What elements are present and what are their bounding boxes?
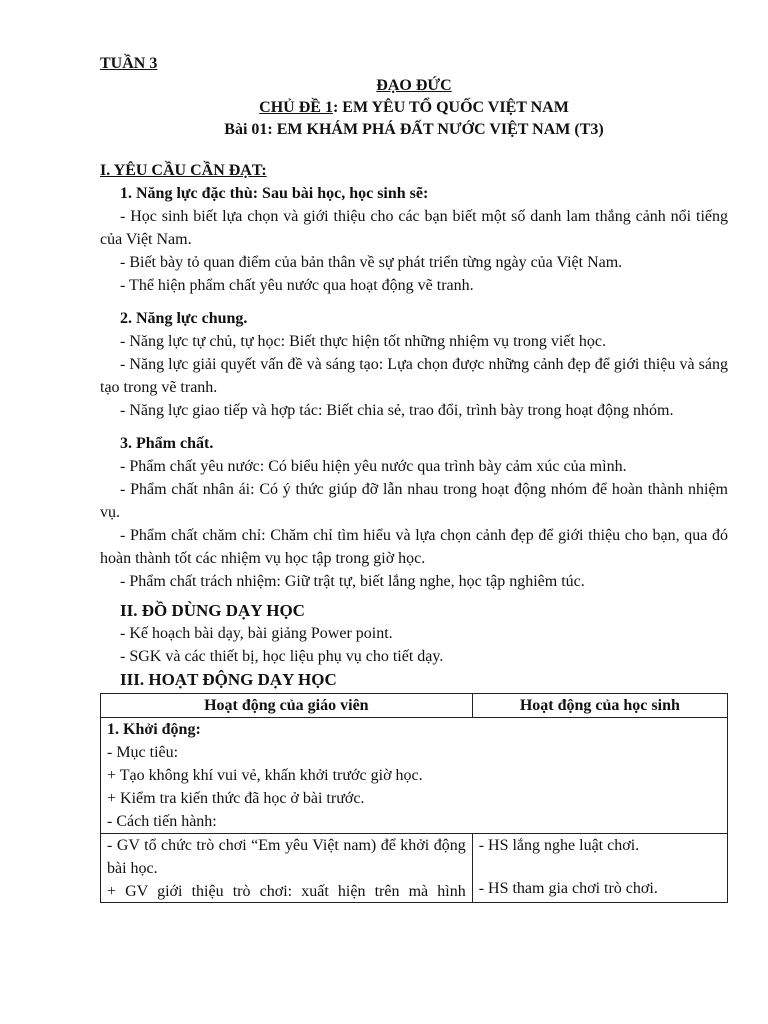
section2-item: - Kế hoạch bài dạy, bài giảng Power point. (120, 625, 393, 642)
part2-item: - Năng lực giao tiếp và hợp tác: Biết chia sẻ, trao đổi, trình bày trong hoạt động nhóm. (120, 402, 674, 419)
lesson-title: Bài 01: EM KHÁM PHÁ ĐẤT NƯỚC VIỆT NAM (T3) (224, 121, 604, 138)
teacher-activity-cell (101, 834, 473, 903)
section2-heading: II. ĐỒ DÙNG DẠY HỌC (120, 601, 305, 620)
section2-item: - SGK và các thiết bị, học liệu phụ vụ cho tiết dạy. (120, 648, 444, 665)
student-activity-line: - HS tham gia chơi trò chơi. (478, 880, 658, 897)
part3-item: - Phẩm chất trách nhiệm: Giữ trật tự, biết lắng nghe, học tập nghiêm túc. (120, 573, 585, 590)
warmup-line: - Cách tiến hành: (107, 813, 217, 830)
lesson-plan-page (100, 52, 728, 903)
part2-item: - Năng lực giải quyết vấn đề và sáng tạo: Lựa chọn được những cảnh đẹp để giới thiệu và sáng tạo trong vẽ tranh. (100, 356, 728, 396)
part3-heading: 3. Phẩm chất. (120, 435, 214, 452)
section1-heading: I. YÊU CẦU CẦN ĐẠT: (100, 162, 267, 179)
table-header-row (101, 694, 728, 718)
warmup-cell (101, 718, 728, 834)
topic-label: CHỦ ĐỀ 1 (259, 99, 333, 116)
student-activity-cell (472, 834, 727, 903)
part2-heading: 2. Năng lực chung. (120, 310, 248, 327)
activity-table (100, 693, 728, 903)
part1-item: - Thể hiện phẩm chất yêu nước qua hoạt động vẽ tranh. (120, 277, 474, 294)
student-column-header: Hoạt động của học sinh (472, 694, 727, 718)
table-row (101, 834, 728, 903)
warmup-line: + Tạo không khí vui vẻ, khấn khởi trước giờ học. (107, 767, 423, 784)
table-row (101, 718, 728, 834)
part3-item: - Phẩm chất nhân ái: Có ý thức giúp đỡ lẫn nhau trong hoạt động nhóm để hoàn thành nhiệm vụ. (100, 481, 728, 521)
subject-title: ĐẠO ĐỨC (376, 77, 452, 94)
topic-name: : EM YÊU TỔ QUỐC VIỆT NAM (332, 99, 569, 116)
section3-heading: III. HOẠT ĐỘNG DẠY HỌC (120, 670, 337, 689)
student-activity-line: - HS lắng nghe luật chơi. (478, 837, 640, 854)
topic-title (100, 97, 728, 119)
week-label: TUẦN 3 (100, 55, 158, 72)
warmup-line: - Mục tiêu: (107, 744, 179, 761)
part2-item: - Năng lực tự chủ, tự học: Biết thực hiện tốt những nhiệm vụ trong viết học. (120, 333, 606, 350)
part3-item: - Phẩm chất chăm chỉ: Chăm chỉ tìm hiểu và lựa chọn cảnh đẹp để giới thiệu cho bạn, qua đó hoàn thành tốt các nhiệm vụ học tập trong giờ học. (100, 527, 728, 567)
warmup-heading: 1. Khởi động: (107, 721, 201, 738)
part1-heading: 1. Năng lực đặc thù: Sau bài học, học sinh sẽ: (120, 185, 429, 202)
part1-item: - Học sinh biết lựa chọn và giới thiệu cho các bạn biết một số danh lam thắng cảnh nổi tiếng của Việt Nam. (100, 208, 728, 248)
warmup-line: + Kiểm tra kiến thức đã học ở bài trước. (107, 790, 365, 807)
teacher-activity-line: - GV tổ chức trò chơi “Em yêu Việt nam) để khởi động bài học. (107, 837, 466, 877)
teacher-activity-line: + GV giới thiệu trò chơi: xuất hiện trên mà hình (107, 883, 466, 900)
part1-item: - Biết bày tỏ quan điểm của bản thân về sự phát triển từng ngày của Việt Nam. (120, 254, 623, 271)
part3-item: - Phẩm chất yêu nước: Có biểu hiện yêu nước qua trình bày cảm xúc của mình. (120, 458, 627, 475)
teacher-column-header: Hoạt động của giáo viên (101, 694, 473, 718)
